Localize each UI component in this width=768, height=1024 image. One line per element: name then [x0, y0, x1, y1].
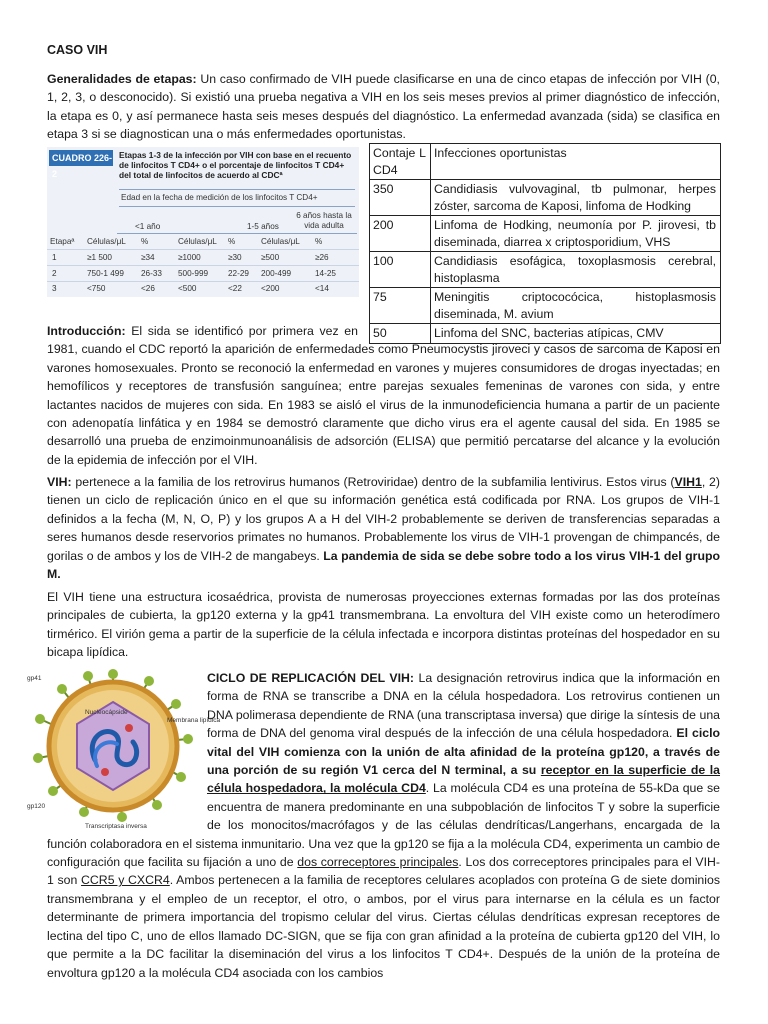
- label-core: Nucleocápside: [85, 709, 128, 716]
- ciclo-text-1: La designación retrovirus indica que la información en forma de RNA se transcribe a DNA en la célula hospedadora. Los retrovirus contienen un DNA polimerasa dependiente de RNA (una transcriptasa inversa) que dirige la síntesis de una forma de DNA del genoma viral después de la infección de una célula hospedadora.: [207, 671, 720, 741]
- divider: [47, 265, 359, 266]
- table-row: [370, 252, 721, 288]
- vih-paragraph: [47, 473, 720, 583]
- table-row: [370, 288, 721, 324]
- value-cell: 500-999: [178, 269, 209, 278]
- value-cell: <750: [87, 284, 106, 293]
- divider: [119, 206, 355, 207]
- value-cell: ≥26: [315, 253, 329, 262]
- divider: [47, 281, 359, 282]
- vih-text-1: pertenece a la familia de los retrovirus humanos (Retroviridae) dentro de la subfamilia lentivirus. Estos virus (: [71, 475, 675, 489]
- generalidades-heading: Generalidades de etapas:: [47, 72, 197, 86]
- table-row: [370, 180, 721, 216]
- divider: [47, 249, 359, 250]
- cd4-count-cell: 75: [370, 288, 431, 324]
- vih1-link[interactable]: VIH1: [674, 475, 702, 489]
- document-title: CASO VIH: [47, 43, 108, 57]
- column-header: Células/μL: [87, 237, 126, 246]
- introduccion-paragraph: [47, 322, 720, 469]
- value-cell: ≥1000: [178, 253, 201, 262]
- ciclo-underline-receptor: receptor en la superficie de la célula hospedadora, la molécula CD4: [207, 763, 720, 796]
- cdc-stage-table: [47, 147, 359, 297]
- age-group-label: 6 años hasta la vida adulta: [296, 211, 352, 230]
- infections-cell: Candidiasis esofágica, toxoplasmosis cerebral, histoplasma: [431, 252, 721, 288]
- generalidades-text: Un caso confirmado de VIH puede clasificarse en una de cinco etapas de infección por VIH (0, 1, 2, 3, o desconocido). Si existió una prueba negativa a VIH en los seis meses previos al primer diagnóstico de infección, la etapa es 0, y así permanece hasta seis meses después del diagnóstico. La enfermedad avanzada (sida) se clasifica en etapa 3 si se diagnostican una o más enfermedades oportunistas.: [47, 72, 720, 142]
- value-cell: 200-499: [261, 269, 292, 278]
- introduccion-heading: Introducción:: [47, 324, 126, 338]
- ciclo-paragraph: [47, 669, 720, 982]
- image-spacer: [47, 669, 207, 832]
- divider: [119, 189, 355, 190]
- spacer: [358, 322, 720, 340]
- cdc-table-tag: CUADRO 226-2: [49, 150, 113, 166]
- label-membrana: Membrana lipídica: [167, 717, 221, 724]
- value-cell: <22: [228, 284, 242, 293]
- label-gp41: gp41: [27, 675, 42, 682]
- value-cell: 26-33: [141, 269, 162, 278]
- ciclo-text-4: . Ambos pertenecen a la familia de receptores celulares acoplados con proteína G de siete dominios transmembrana y el empleo de un receptor, el otro, o ambos, por el virus para internarse en la célula es un factor determinante de primera importancia del tropismo celular del virus. Ciertas células dendríticas expresan receptores de lectina del tipo C, uno de ellos llamado DC-SIGN, que se fija con gran afinidad a la proteína de cubierta gp120 del VIH, lo que permite a la DC facilitar la diseminación del virus a los linfocitos T CD4+. Después de la unión de la proteína de envoltura gp120 a la molécula CD4 asociada con los cambios: [47, 873, 720, 980]
- header-cell: Infecciones oportunistas: [431, 144, 721, 180]
- ciclo-heading: CICLO DE REPLICACIÓN DEL VIH:: [207, 671, 415, 685]
- estructura-paragraph: El VIH tiene una estructura icosaédrica, provista de numerosas proyecciones externas formadas por las dos proteínas principales de cubierta, la gp120 externa y la gp41 transmembrana. La envoltura del VIH existe como un heterodímero tirmérico. El virión gema a partir de la superficie de la célula infectada e incorpora distintas proteínas del hospedador en su bicapa lipídica.: [47, 590, 720, 660]
- infections-cell: Linfoma del SNC, bacterias atípicas, CMV: [431, 324, 721, 344]
- ciclo-underline-ccr5: CCR5 y CXCR4: [81, 873, 170, 888]
- vih-text-2: , 2) tienen un ciclo de replicación único en el que su información genética está codificada por RNA. Los grupos de VIH-1 definidos a la fecha (M, N, O, P) y los grupos A a H del VIH-2 probablemente se deriven de transferencias separadas a seres humanos desde reservorios primates no humanos. Probablemente los virus de VIH-1 provengan de chimpancés, de gorilas o de ambos y los de VIH-2 de mangabeys.: [47, 475, 720, 563]
- label-transcriptasa: Transcriptasa inversa: [85, 823, 147, 830]
- age-group-label: 1-5 años: [247, 222, 279, 231]
- value-cell: ≥1 500: [87, 253, 112, 262]
- value-cell: ≥34: [141, 253, 155, 262]
- infections-cell: Meningitis criptococócica, histoplasmosis diseminada, M. avium: [431, 288, 721, 324]
- ciclo-text-3: . Los dos correceptores principales para el VIH-1 son: [47, 855, 720, 888]
- divider: [117, 233, 357, 234]
- stage-cell: 1: [52, 253, 57, 262]
- value-cell: <26: [141, 284, 155, 293]
- infections-cell: Candidiasis vulvovaginal, tb pulmonar, herpes zóster, sarcoma de Kaposi, linfoma de Hodking: [431, 180, 721, 216]
- table-row: [370, 216, 721, 252]
- age-group-label: <1 año: [135, 222, 161, 231]
- column-header: Etapaª: [50, 237, 75, 246]
- introduccion-text: El sida se identificó por primera vez en 1981, cuando el CDC reportó la aparición de enfermedades como Pneumocystis jiroveci y casos de sarcoma de Kaposi en varones homosexuales. Pronto se reconoció la enfermedad en varones y mujeres consumidores de drogas inyectadas; en hemofílicos y receptores de transfusión sanguínea; entre parejas sexuales femeninas de varones con sida, y entre lactantes nacidos de mujeres con sida. En 1983 se aisló el virus de la inmunodeficiencia humana a partir de un paciente con adenopatía linfática y en 1984 se demostró claramente que dicho virus era el agente causal del sida. En 1985 se desarrolló una prueba de enzimoinmunoanálisis de adsorción (ELISA) que permitió percatarse del alcance y la evolución de la epidemia de infección por el VIH.: [47, 324, 720, 467]
- value-cell: ≥30: [228, 253, 242, 262]
- value-cell: <14: [315, 284, 329, 293]
- cd4-count-cell: 100: [370, 252, 431, 288]
- column-header: %: [228, 237, 236, 246]
- infections-cell: Linfoma de Hodking, neumonía por P. jirovesi, tb diseminada, diarrea x criptosporidium, VHS: [431, 216, 721, 252]
- cd4-count-cell: 350: [370, 180, 431, 216]
- opportunistic-infections-table: [369, 143, 721, 344]
- value-cell: <200: [261, 284, 280, 293]
- column-header: %: [315, 237, 323, 246]
- stage-cell: 3: [52, 284, 57, 293]
- value-cell: 750-1 499: [87, 269, 124, 278]
- ciclo-underline-correceptores: dos correceptores principales: [297, 855, 459, 870]
- vih-heading: VIH:: [47, 475, 72, 489]
- column-header: Células/μL: [261, 237, 300, 246]
- header-cell: Contaje L CD4: [370, 144, 431, 180]
- table-header-row: [370, 144, 721, 180]
- value-cell: <500: [178, 284, 197, 293]
- cdc-table-caption: Etapas 1-3 de la infección por VIH con base en el recuento de linfocitos T CD4+ o el porcentaje de linfocitos T CD4+ del total de linfocitos de acuerdo al CDCª: [119, 150, 352, 180]
- cdc-table-subheader: Edad en la fecha de medición de los linfocitos T CD4+: [121, 193, 318, 202]
- vih-bold-conclusion: La pandemia de sida se debe sobre todo a los virus VIH-1 del grupo M.: [47, 548, 720, 582]
- value-cell: ≥500: [261, 253, 280, 262]
- cd4-count-cell: 200: [370, 216, 431, 252]
- stage-cell: 2: [52, 269, 57, 278]
- column-header: %: [141, 237, 149, 246]
- value-cell: 14-25: [315, 269, 336, 278]
- value-cell: 22-29: [228, 269, 249, 278]
- cd4-count-cell: 50: [370, 324, 431, 344]
- generalidades-paragraph: [47, 70, 720, 144]
- ciclo-text-2: . La molécula CD4 es una proteína de 55-kDa que se encuentra de manera predominante en una subpoblación de linfocitos T y sobre la superficie de los monocitos/macrófagos y de las células dendríticas/Langerhans, encargada de la función colaboradora en el sistema inmunitario. Una vez que la gp120 se fija a la molécula CD4, experimenta un cambio de configuración que facilita su fijación a uno de: [47, 781, 720, 870]
- ciclo-bold-1: El ciclo vital del VIH comienza con la unión de alta afinidad de la proteína gp120, a través de una porción de su región V1 cerca del N terminal, a su: [207, 726, 720, 778]
- label-gp120: gp120: [27, 803, 46, 810]
- column-header: Células/μL: [178, 237, 217, 246]
